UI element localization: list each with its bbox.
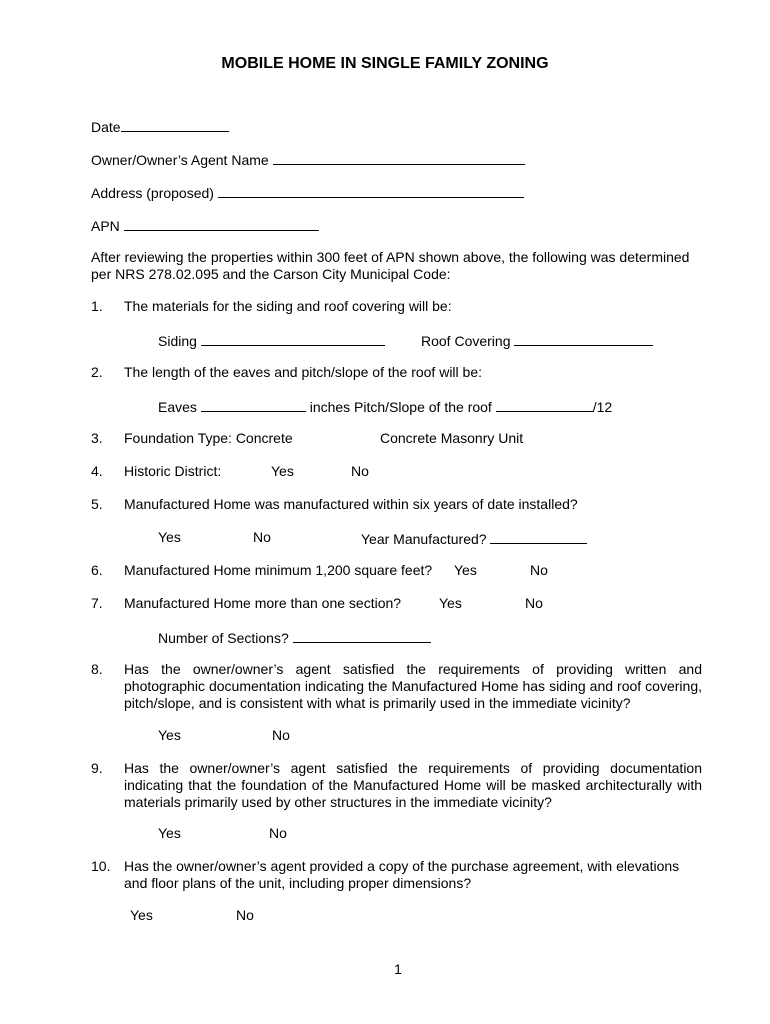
siding-label: Siding: [158, 333, 197, 349]
siding-field[interactable]: [158, 331, 385, 350]
intro-paragraph: After reviewing the properties within 300 feet of APN shown above, the following was determined per NRS 278.02.095 and the Carson City Municipal Code:: [91, 249, 690, 282]
number-of-sections-blank[interactable]: [293, 628, 431, 643]
apn-field[interactable]: [91, 216, 319, 235]
item-6-no: No: [530, 562, 548, 578]
item-8-number: 8.: [91, 661, 103, 677]
year-manufactured-label: Year Manufactured?: [361, 531, 487, 547]
item-8-text: Has the owner/owner’s agent satisfied the requirements of providing written and photographic documentation indicating the Manufactured Home has siding and roof covering, pitch/slope, and is consistent with what is primarily used in the immediate vicinity?: [124, 661, 702, 711]
item-8-no: No: [272, 727, 290, 743]
item-9-yes: Yes: [158, 825, 181, 841]
item-7-number: 7.: [91, 595, 103, 611]
year-manufactured-blank[interactable]: [490, 529, 587, 544]
pitch-blank[interactable]: [496, 397, 593, 412]
item-10-number: 10.: [91, 858, 111, 874]
owner-label: Owner/Owner’s Agent Name: [91, 152, 269, 168]
page-title: MOBILE HOME IN SINGLE FAMILY ZONING: [221, 55, 549, 72]
owner-blank[interactable]: [273, 150, 525, 165]
item-5-number: 5.: [91, 496, 103, 512]
roof-covering-blank[interactable]: [514, 331, 653, 346]
item-6-yes: Yes: [454, 562, 477, 578]
item-6-number: 6.: [91, 562, 103, 578]
item-4-number: 4.: [91, 463, 103, 479]
item-2-text: The length of the eaves and pitch/slope of the roof will be:: [124, 364, 483, 380]
item-1-text: The materials for the siding and roof covering will be:: [124, 298, 452, 314]
item-9-text: Has the owner/owner’s agent satisfied the requirements of providing documentation indicating that the foundation of the Manufactured Home will be masked architecturally with materials primarily used by other structures in the immediate vicinity?: [124, 760, 702, 810]
foundation-option-cmu: Concrete Masonry Unit: [380, 430, 524, 446]
item-4-no: No: [351, 463, 369, 479]
date-blank[interactable]: [121, 117, 229, 132]
inches-pitch-label: inches Pitch/Slope of the roof: [309, 399, 492, 415]
number-of-sections-field[interactable]: [158, 628, 431, 647]
address-blank[interactable]: [218, 183, 524, 198]
roof-covering-label: Roof Covering: [421, 333, 511, 349]
item-9-number: 9.: [91, 760, 103, 776]
item-8-yes: Yes: [158, 727, 181, 743]
item-9-no: No: [269, 825, 287, 841]
siding-blank[interactable]: [201, 331, 385, 346]
owner-name-field[interactable]: [91, 150, 525, 169]
item-7-text: Manufactured Home more than one section?: [124, 595, 402, 611]
number-of-sections-label: Number of Sections?: [158, 630, 289, 646]
eaves-label: Eaves: [158, 399, 197, 415]
item-5-yes: Yes: [158, 529, 181, 545]
item-4-text: Historic District:: [124, 463, 222, 479]
apn-blank[interactable]: [124, 216, 319, 231]
item-6-text: Manufactured Home minimum 1,200 square feet?: [124, 562, 433, 578]
roof-covering-field[interactable]: [421, 331, 653, 350]
item-10-no: No: [236, 907, 254, 923]
item-7-no: No: [525, 595, 543, 611]
item-1-number: 1.: [91, 298, 103, 314]
eaves-field[interactable]: [158, 397, 612, 416]
eaves-blank[interactable]: [201, 397, 306, 412]
item-10-text: Has the owner/owner’s agent provided a copy of the purchase agreement, with elevations and floor plans of the unit, including proper dimensions?: [124, 858, 680, 891]
item-3-text: Foundation Type: Concrete: [124, 430, 293, 446]
item-5-no: No: [253, 529, 271, 545]
page-number: 1: [394, 961, 402, 977]
date-label: Date: [91, 119, 121, 135]
item-3-number: 3.: [91, 430, 103, 446]
date-field[interactable]: [91, 117, 229, 136]
address-field[interactable]: [91, 183, 524, 202]
item-7-yes: Yes: [439, 595, 462, 611]
item-2-number: 2.: [91, 364, 103, 380]
apn-label: APN: [91, 218, 120, 234]
item-10-yes: Yes: [130, 907, 153, 923]
year-manufactured-field[interactable]: [361, 529, 587, 548]
address-label: Address (proposed): [91, 185, 214, 201]
item-4-yes: Yes: [271, 463, 294, 479]
item-5-text: Manufactured Home was manufactured within six years of date installed?: [124, 496, 578, 512]
pitch-suffix: /12: [592, 399, 613, 415]
